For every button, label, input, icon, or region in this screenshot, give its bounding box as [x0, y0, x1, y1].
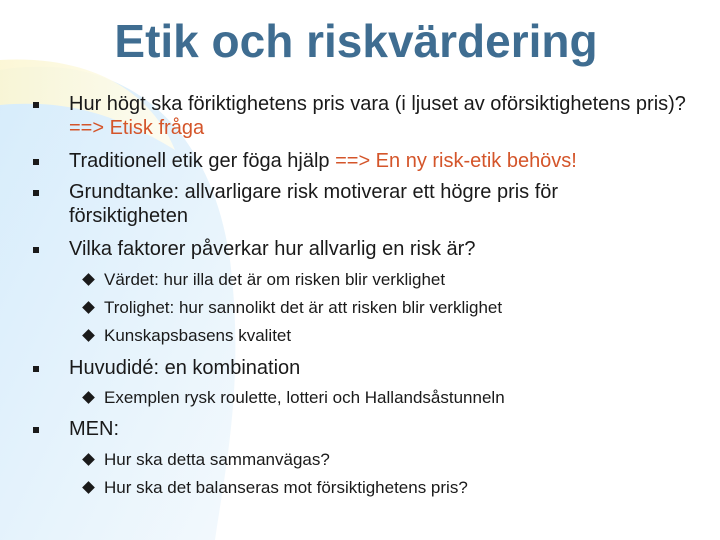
- diamond-bullet-icon: [82, 301, 95, 314]
- sub-bullet-text: Trolighet: hur sannolikt det är att risken blir verklighet: [104, 298, 503, 317]
- square-bullet-icon: [33, 102, 39, 108]
- square-bullet-icon: [33, 427, 39, 433]
- bullet-text: Grundtanke: allvarligare risk motiverar ett högre pris för försiktigheten: [69, 181, 559, 227]
- bullet-highlight: ==> Etisk fråga: [69, 117, 205, 139]
- bullet-text: Huvudidé: en kombination: [69, 357, 301, 379]
- bullet-text: MEN:: [69, 418, 119, 440]
- diamond-bullet-icon: [82, 481, 95, 494]
- sub-bullet-text: Hur ska det balanseras mot försiktighetens pris?: [104, 478, 468, 497]
- square-bullet-icon: [33, 366, 39, 372]
- sub-bullet-text: Exemplen rysk roulette, lotteri och Hallandsåstunneln: [104, 388, 505, 407]
- diamond-bullet-icon: [82, 391, 95, 404]
- diamond-bullet-icon: [82, 273, 95, 286]
- sub-bullet-text: Kunskapsbasens kvalitet: [104, 326, 292, 345]
- bullet-highlight: ==> En ny risk-etik behövs!: [335, 150, 577, 172]
- sub-bullet-text: Hur ska detta sammanvägas?: [104, 450, 330, 469]
- diamond-bullet-icon: [82, 453, 95, 466]
- bullet-text: Traditionell etik ger föga hjälp: [69, 150, 336, 172]
- bullet-text: Hur högt ska föriktighetens pris vara (i ljuset av oförsiktighetens pris)?: [69, 93, 686, 115]
- bullet-text: Vilka faktorer påverkar hur allvarlig en risk är?: [69, 238, 476, 260]
- square-bullet-icon: [33, 247, 39, 253]
- slide-title: Etik och riskvärdering: [114, 15, 598, 67]
- sub-bullet-text: Värdet: hur illa det är om risken blir verklighet: [104, 270, 446, 289]
- square-bullet-icon: [33, 190, 39, 196]
- square-bullet-icon: [33, 159, 39, 165]
- diamond-bullet-icon: [82, 329, 95, 342]
